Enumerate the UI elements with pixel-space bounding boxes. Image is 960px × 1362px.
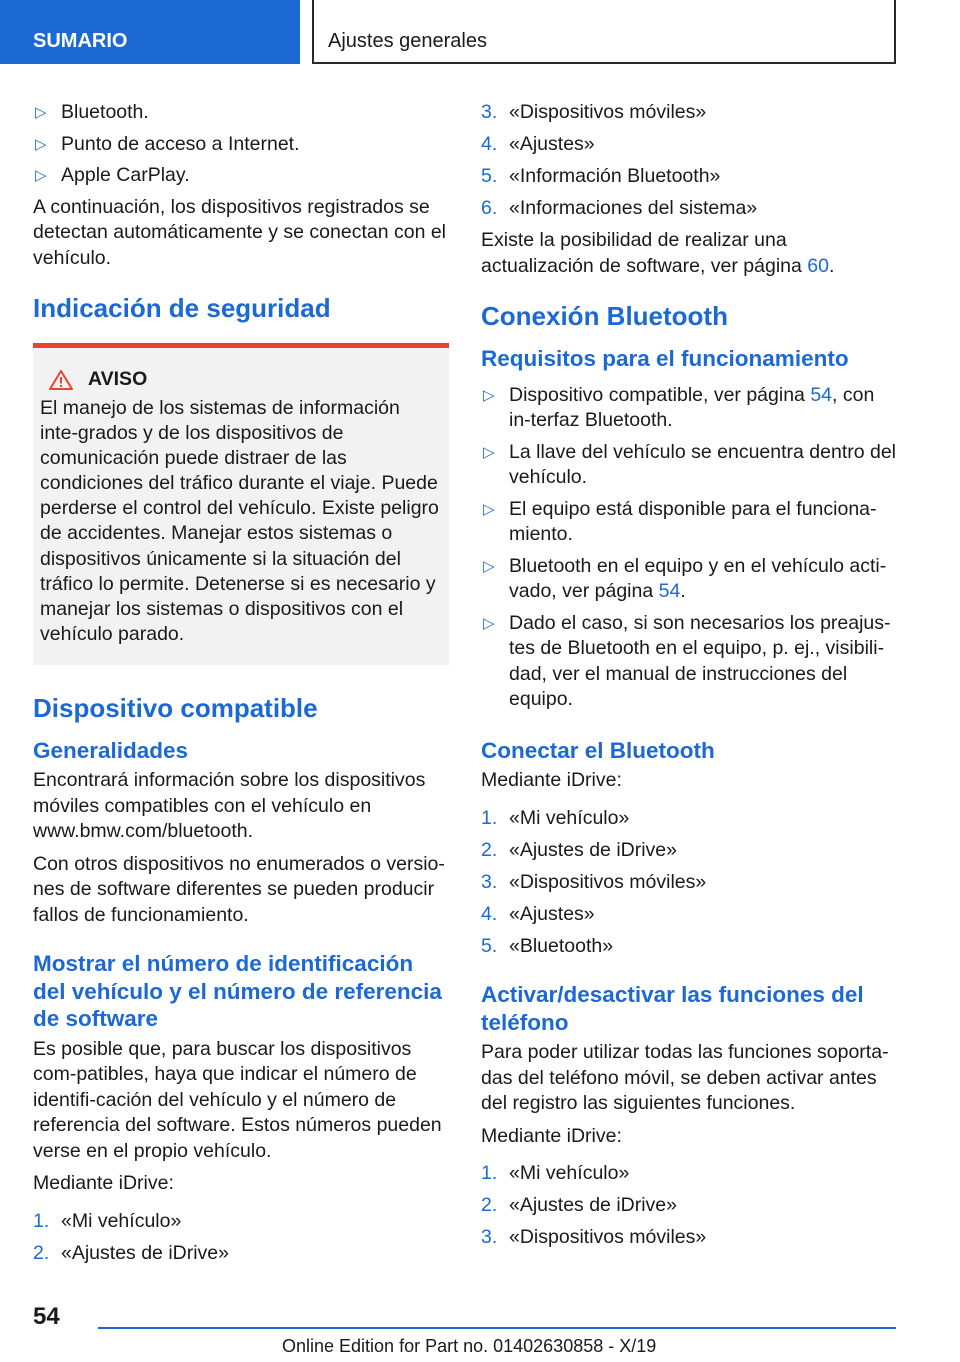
list-item: 5. «Información Bluetooth» [481,165,721,187]
list-item: 3. «Dispositivos móviles» [481,870,707,893]
page-link[interactable]: 60 [807,254,829,277]
sumario-tab[interactable]: SUMARIO [0,0,300,64]
list-item: 4. «Ajustes» [481,133,595,155]
list-item: ▷ Apple CarPlay. [33,163,449,189]
list-item: 3. «Dispositivos móviles» [481,1226,707,1248]
intro-paragraph: A continuación, los dispositivos registrados se detectan automáticamente y se conectan con el vehículo. [33,195,447,269]
list-item: 3. «Dispositivos móviles» [481,101,707,123]
list-item: ▷ El equipo está disponible para el funciona‐miento. [481,497,897,548]
safety-heading: Indicación de seguridad [33,293,331,323]
list-item: ▷ Dispositivo compatible, ver página 54, con in‐terfaz Bluetooth. [481,383,897,434]
activate-paragraph-2: Mediante iDrive: [481,1124,622,1147]
triangle-right-icon: ▷ [483,500,495,518]
compat-heading: Dispositivo compatible [33,692,318,723]
show-vin-heading: Mostrar el número de identificación del vehículo y el número de referencia de software [33,951,442,1032]
list-item: 5. «Bluetooth» [481,934,614,957]
list-item: 1. «Mi vehículo» [481,1162,630,1184]
triangle-right-icon: ▷ [35,167,47,184]
activate-paragraph-1: Para poder utilizar todas las funciones soporta‐das del teléfono móvil, se deben activar antes del registro las siguientes funciones. [481,1041,889,1114]
show-paragraph-2: Mediante iDrive: [33,1172,174,1195]
list-item: 6. «Informaciones del sistema» [481,197,758,219]
list-item: 1. «Mi vehículo» [481,806,630,829]
warning-header [40,368,441,391]
edition-text: Online Edition for Part no. 01402630858 - X/19 [282,1336,657,1356]
page-link[interactable]: 54 [810,383,833,406]
list-item: 1. «Mi vehículo» [33,1209,182,1232]
warning-title: AVISO [88,368,148,390]
general-paragraph-1: Encontrará información sobre los dispositivos móviles compatibles con el vehículo en www.bmw.com/bluetooth. [33,769,426,843]
triangle-right-icon: ▷ [483,614,495,632]
warning-text: El manejo de los sistemas de información inte‐grados y de los dispositivos de comunicación puede distraer de las condiciones del tráfico durante el viaje. Puede perderse el control del vehículo. Existe peligro de accidentes. Manejar estos sistemas o dispositivos únicamente si la situación del tráfico lo permite. Detenerse si es necesario y manejar los sistemas o dispositivos con el vehículo parado. [40,397,439,645]
triangle-right-icon: ▷ [35,104,47,121]
warning-triangle-icon [48,369,74,391]
general-paragraph-2: Con otros dispositivos no enumerados o versio‐nes de software diferentes se pueden producir fallos de funcionamiento. [33,852,445,926]
page-link[interactable]: 54 [658,580,681,602]
list-item: ▷ Punto de acceso a Internet. [33,132,449,158]
section-title: Ajustes generales [312,0,896,64]
triangle-right-icon: ▷ [483,443,495,461]
general-heading: Generalidades [33,737,189,763]
triangle-right-icon: ▷ [483,557,495,575]
page-number: 54 [33,1303,60,1330]
activate-heading: Activar/desactivar las funciones del teléfono [481,982,864,1035]
warning-box [33,343,449,665]
triangle-right-icon: ▷ [35,135,47,153]
list-item: ▷ Bluetooth. [33,100,449,126]
connect-heading: Conectar el Bluetooth [481,737,715,763]
connect-intro: Mediante iDrive: [481,769,622,791]
list-item: 2. «Ajustes de iDrive» [481,1194,677,1216]
page-header [0,0,960,66]
requirements-heading: Requisitos para el funcionamiento [481,346,849,371]
list-item: 4. «Ajustes» [481,902,595,925]
left-column [33,100,449,1273]
bluetooth-heading: Conexión Bluetooth [481,301,728,331]
list-item: ▷ Dado el caso, si son necesarios los preajus‐tes de Bluetooth en el equipo, p. ej., visibili‐dad, ver el manual de instrucciones del equipo. [481,611,897,713]
update-paragraph: Existe la posibilidad de realizar una actualización de software, ver página 60. [481,229,835,277]
list-item: 2. «Ajustes de iDrive» [481,838,677,861]
triangle-right-icon: ▷ [483,386,495,404]
list-item: 2. «Ajustes de iDrive» [33,1241,229,1264]
right-column [481,100,897,1257]
footer-divider [98,1327,896,1329]
list-item: ▷ La llave del vehículo se encuentra dentro del vehículo. [481,440,897,491]
show-paragraph-1: Es posible que, para buscar los dispositivos com‐patibles, haya que indicar el número de identifi‐cación del vehículo y el número de referencia del software. Estos números pueden verse en el propio vehículo. [33,1037,442,1162]
list-item: ▷ Bluetooth en el equipo y en el vehículo acti‐vado, ver página 54. [481,554,897,605]
